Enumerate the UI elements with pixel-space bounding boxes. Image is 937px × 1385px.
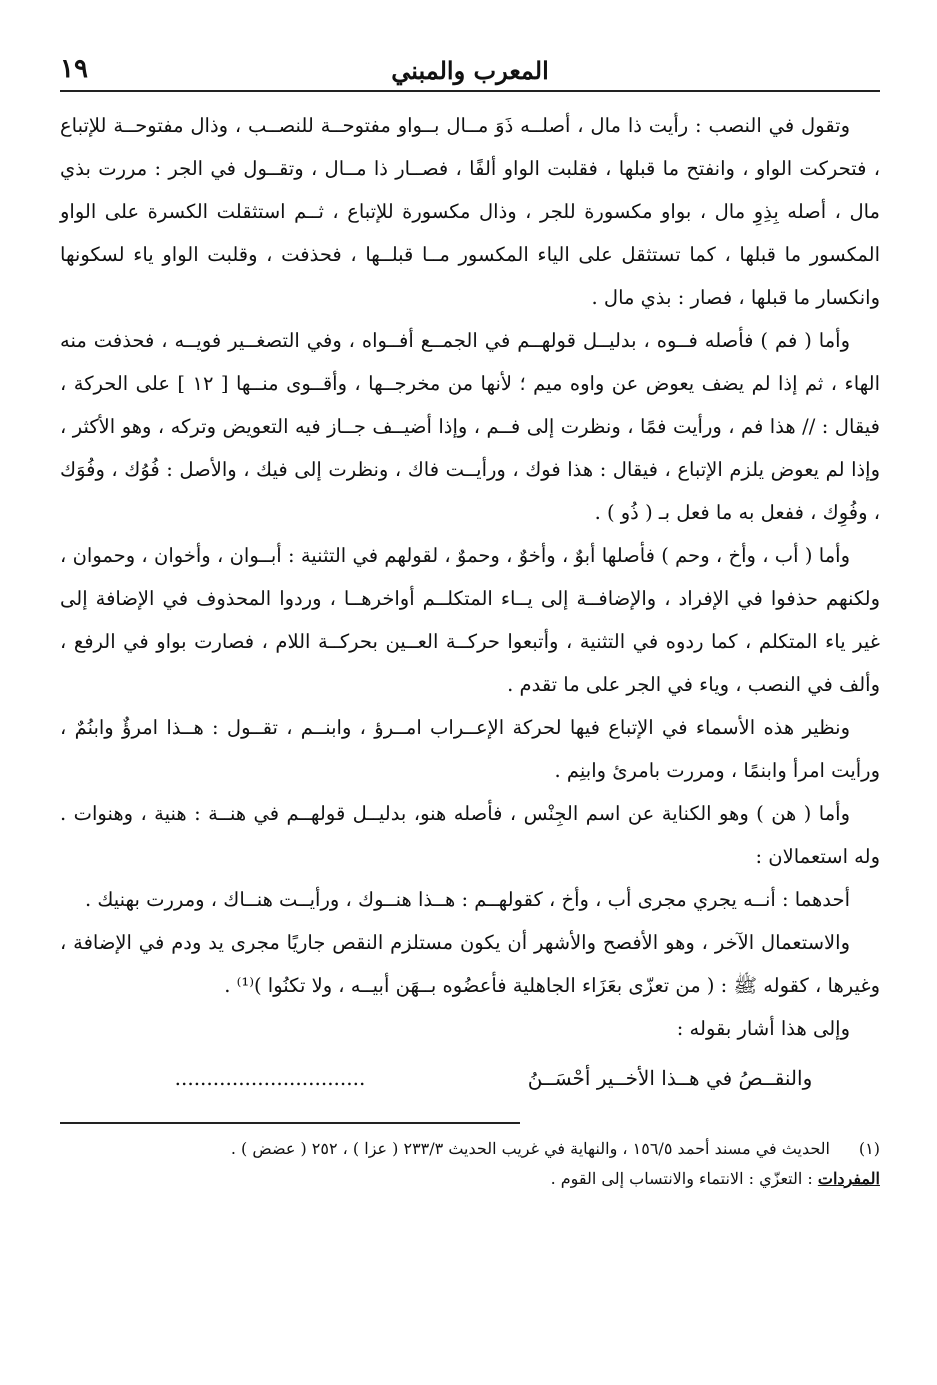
vocabulary-text: : التعزّي : الانتماء والانتساب إلى القوم . (550, 1169, 813, 1188)
paragraph-nasb: وتقول في النصب : رأيت ذا مال ، أصلــه ذَوَ مــال بــواو مفتوحــة للنصــب ، وذال مفتوحــة للإتباع ، فتحركت الواو ، وانفتح ما قبلها ، فقلبت الواو ألفًا ، فصــار ذا مــال ، وتقــول في الجر : مررت بذي مال ، أصله بِذِوِ مال ، بواو مكسورة للجر ، وذال مكسورة للإتباع ، ثــم استثقلت الكسرة على الواو المكسور ما قبلها ، كما تستثقل على الياء المكسور مــا قبلــها ، فحذفت ، وقلبت الواو ياء لسكونها وانكسار ما قبلها ، فصار : بذي مال . (60, 114, 880, 309)
footnote-1 (60, 1134, 880, 1164)
book-page (60, 50, 880, 1350)
page-header (60, 50, 880, 92)
footnote-text: الحديث في مسند أحمد ١٥٦/٥ ، والنهاية في غريب الحديث ٢٣٣/٣ ( عزا ) ، ٢٥٢ ( عضض ) . (230, 1139, 830, 1158)
page-body (60, 104, 880, 1194)
footnotes (60, 1134, 880, 1194)
paragraph-imru-ibnum: ونظير هذه الأسماء في الإتباع فيها لحركة الإعــراب امــرؤ ، وابنــم ، تقــول : هــذا امرؤٌ وابنُمٌ ، ورأيت امرأ وابنمًا ، ومررت بامرئ وابنِم . (60, 716, 880, 782)
paragraph-intro-verse: وإلى هذا أشار بقوله : (676, 1017, 850, 1040)
paragraph-fam: وأما ( فم ) فأصله فــوه ، بدليــل قولهــم في الجمــع أفــواه ، وفي التصغــير فويــه ، فحذفت منه الهاء ، ثم إذا لم يضف يعوض عن واوه ميم ؛ لأنها من مخرجــها ، وأقــوى منــها [ ١٢ ] على الحركة ، فيقال : // هذا فم ، ورأيت فمًا ، ونظرت إلى فــم ، وإذا أضيــف جــاز فيه التعويض وتركه ، وهو الأكثر ، وإذا لم يعوض يلزم الإتباع ، فيقال : هذا فوك ، ورأيــت فاك ، ونظرت إلى فيك ، والأصل : فُوُك ، وفُوَك ، وفُوِك ، ففعل به ما فعل بـ ( ذُو ) . (60, 329, 880, 524)
footnote-separator (60, 1122, 520, 1124)
paragraph-first-usage: أحدهما : أنــه يجري مجرى أب ، وأخ ، كقولهــم : هــذا هنــوك ، ورأيــت هنــاك ، ومررت بهنيك . (84, 888, 850, 911)
page-number: ١٩ (60, 54, 88, 84)
paragraph-second-usage: والاستعمال الآخر ، وهو الأفصح والأشهر أن يكون مستلزم النقص جاريًا مجرى يد ودم في الإضافة ، وغيرها ، كقوله ﷺ : ( من تعزّى بعَزَاء الجاهلية فأعضُوه بــهَن أبيــه ، ولا تكنُوا )⁽¹⁾ . (60, 931, 880, 997)
paragraph-ab-akh-ham: وأما ( أب ، وأخ ، وحم ) فأصلها أبوٌ ، وأخوٌ ، وحموٌ ، لقولهم في التثنية : أبــوان ، وأخوان ، وحموان ، ولكنهم حذفوا في الإفراد ، والإضافــة إلى يــاء المتكلــم أواخرهــا ، وردوا المحذوف في الإضافة إلى غير ياء المتكلم ، كما ردوه في التثنية ، وأتبعوا حركــة العــين بحركــة اللام ، فصارت بواو في الرفع ، وألف في النصب ، وياء في الجر على ما تقدم . (60, 544, 880, 696)
running-title: المعرب والمبني (391, 56, 549, 85)
verse-first-hemistich: .............................. (174, 1066, 366, 1090)
verse-second-hemistich: والنقــصُ في هــذا الأخــير أحْسَــنُ (527, 1066, 813, 1090)
vocabulary-label: المفردات (817, 1169, 880, 1188)
poem-verse (60, 1056, 880, 1100)
paragraph-han: وأما ( هن ) وهو الكناية عن اسم الجِنْس ، فأصله هنو، بدليــل قولهــم في هنــة : هنية ، وهنوات . وله استعمالان : (60, 802, 880, 868)
footnote-number: (١) (858, 1139, 880, 1158)
vocabulary-note (60, 1164, 880, 1194)
